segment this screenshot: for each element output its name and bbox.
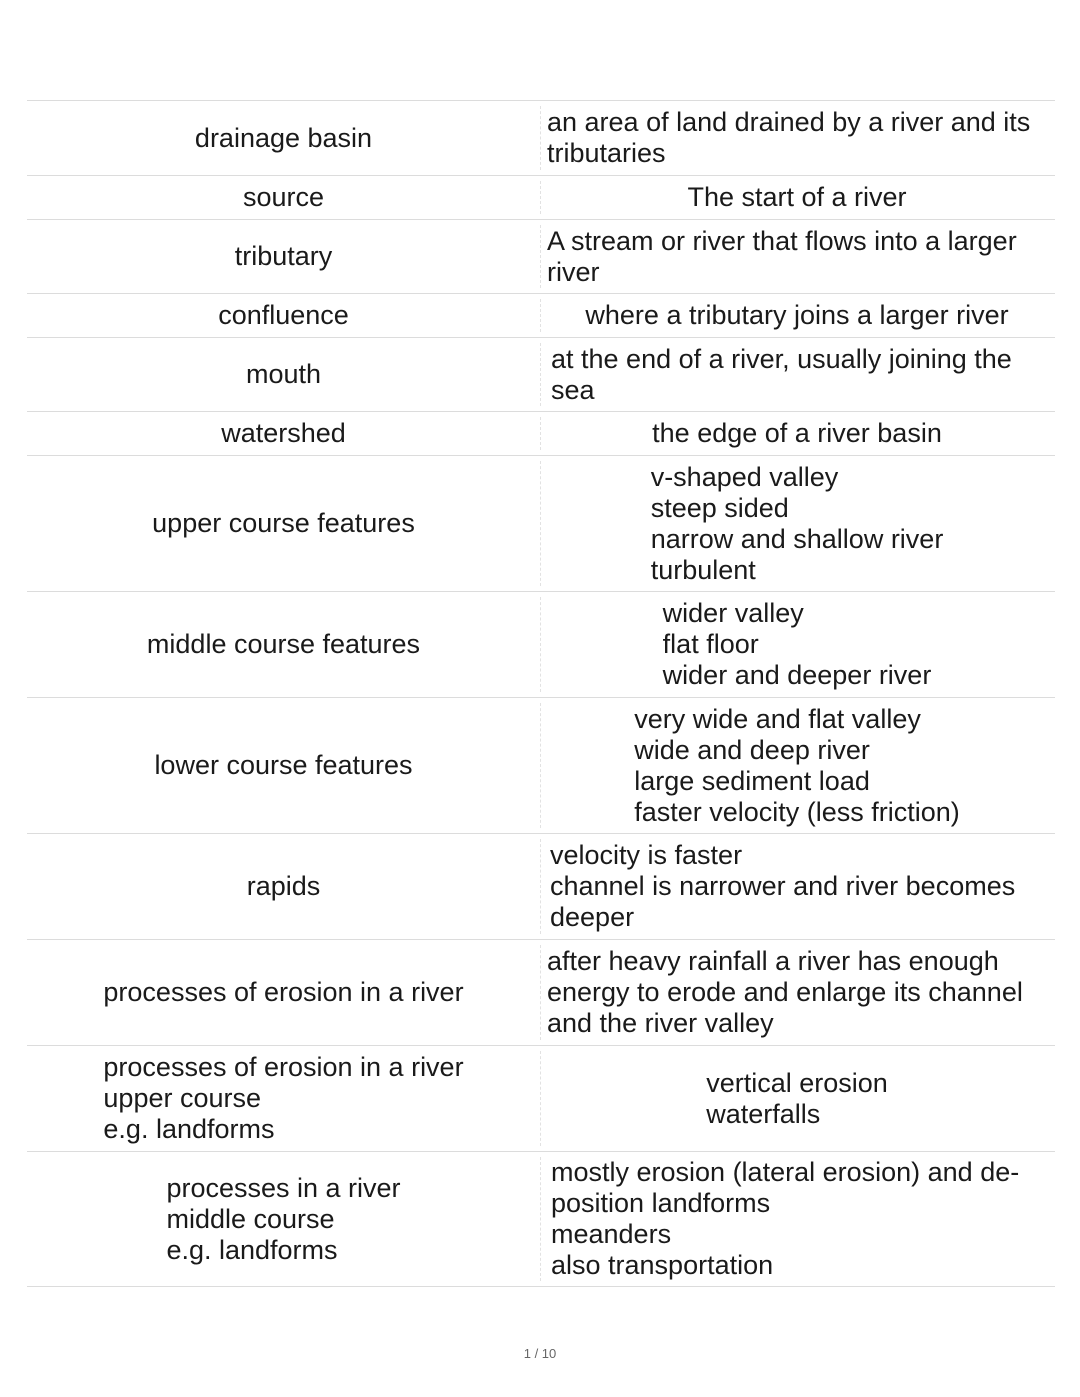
definition-text: wider valley [662, 598, 804, 628]
definition-text: flat floor [662, 629, 759, 659]
page-indicator: 1 / 10 [523, 1346, 557, 1361]
term-cell [27, 294, 540, 337]
term-cell [27, 412, 540, 455]
definition-text: channel is narrower and river becomes [550, 871, 1016, 901]
term-text: source [242, 182, 325, 212]
term-text: processes of erosion in a river [103, 1052, 464, 1082]
definition-cell [540, 1051, 1055, 1146]
definition-text: vertical erosion [706, 1067, 888, 1098]
definition-text: faster velocity (less friction) [634, 796, 960, 827]
definition-text: tributaries [547, 138, 666, 168]
definition-cell [540, 343, 1055, 406]
term-cell [27, 1152, 540, 1286]
definition-cell [540, 703, 1055, 828]
definition-text: waterfalls [706, 1098, 821, 1129]
definition-text: very wide and flat valley [634, 703, 921, 734]
definition-text: velocity is faster [550, 840, 743, 870]
definition-cell [540, 461, 1055, 586]
term-cell [27, 220, 540, 293]
table-row [27, 337, 1055, 411]
table-row [27, 175, 1055, 219]
table-row [27, 833, 1055, 939]
definition-text: wider and deeper river [662, 660, 932, 690]
term-text: processes of erosion in a river [103, 977, 464, 1007]
term-cell [27, 338, 540, 411]
table-row [27, 1045, 1055, 1151]
definition-text: wide and deep river [634, 734, 870, 765]
definition-cell [540, 945, 1055, 1040]
definition-text: mostly erosion (lateral erosion) and de- [551, 1157, 1020, 1187]
definition-text: turbulent [650, 554, 756, 585]
definition-text: the edge of a river basin [652, 418, 942, 448]
definition-text: v-shaped valley [650, 461, 839, 492]
table-row [27, 939, 1055, 1045]
definition-text: and the river valley [547, 1008, 774, 1038]
definition-text: energy to erode and enlarge its channel [547, 977, 1023, 1007]
definition-text: A stream or river that flows into a larger [547, 225, 1017, 256]
definition-text: steep sided [650, 492, 789, 523]
definition-text: large sediment load [634, 765, 870, 796]
definition-text: sea [551, 374, 595, 405]
table-row [27, 455, 1055, 591]
table-row [27, 411, 1055, 455]
term-cell [27, 940, 540, 1045]
term-cell [27, 1046, 540, 1151]
definition-text: river [547, 256, 600, 287]
definition-cell [540, 597, 1055, 692]
definition-cell [540, 839, 1055, 934]
definition-cell [540, 1157, 1055, 1281]
term-text: upper course features [152, 508, 415, 538]
table-row [27, 100, 1055, 175]
term-text: confluence [218, 300, 349, 330]
term-text: mouth [245, 359, 322, 389]
definition-cell [540, 225, 1055, 288]
table-row [27, 293, 1055, 337]
term-cell [27, 834, 540, 939]
term-cell [27, 101, 540, 175]
table-row [27, 219, 1055, 293]
definition-text: narrow and shallow river [650, 523, 944, 554]
term-text: watershed [221, 418, 346, 448]
term-cell [27, 176, 540, 219]
definition-text: also transportation [551, 1250, 774, 1280]
term-text: middle course [166, 1203, 335, 1234]
table-row [27, 591, 1055, 697]
term-cell [27, 456, 540, 591]
table-row [27, 1151, 1055, 1287]
term-text: rapids [246, 871, 321, 901]
definition-text: The start of a river [687, 182, 907, 212]
definition-cell [540, 417, 1055, 450]
definition-text: an area of land drained by a river and its [547, 107, 1031, 137]
term-cell [27, 698, 540, 833]
table-row [27, 697, 1055, 833]
term-text: middle course features [146, 629, 421, 659]
definition-text: at the end of a river, usually joining the [551, 343, 1012, 374]
definition-cell [540, 299, 1055, 332]
definition-text: meanders [551, 1219, 672, 1249]
definition-text: where a tributary joins a larger river [585, 300, 1009, 330]
definition-cell [540, 181, 1055, 214]
term-cell [27, 592, 540, 697]
term-text: lower course features [154, 750, 413, 780]
definition-text: position landforms [551, 1188, 771, 1218]
definition-text: after heavy rainfall a river has enough [547, 946, 999, 976]
term-text: upper course [103, 1083, 262, 1113]
definition-text: deeper [550, 902, 635, 932]
term-text: e.g. landforms [103, 1114, 275, 1144]
term-text: e.g. landforms [166, 1234, 338, 1265]
definition-cell [540, 106, 1055, 170]
term-text: processes in a river [166, 1172, 401, 1203]
term-text: drainage basin [194, 122, 373, 153]
term-text: tributary [234, 241, 333, 271]
flashcard-table [27, 100, 1055, 1287]
